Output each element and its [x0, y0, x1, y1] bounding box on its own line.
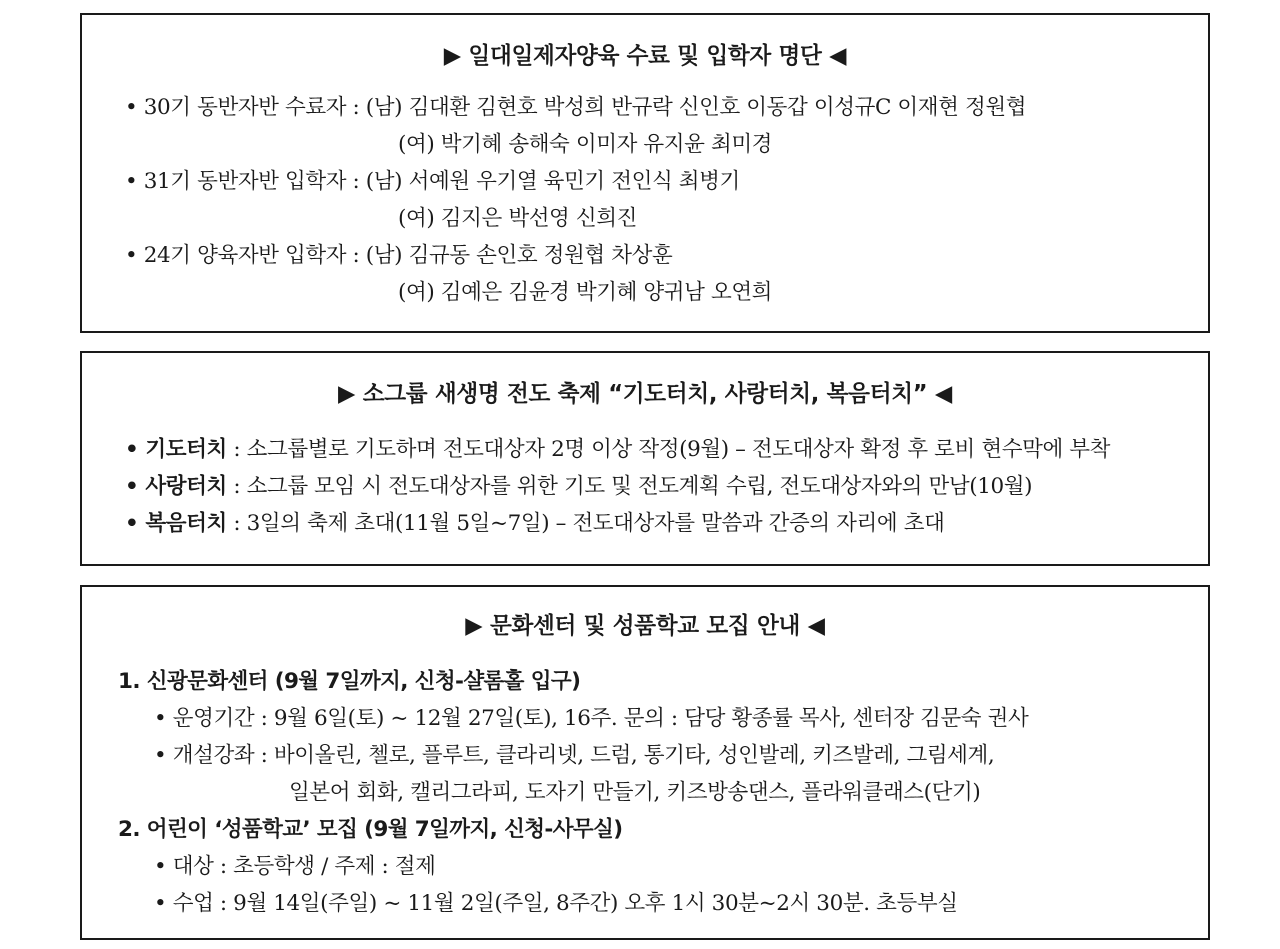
character-school-target: • 대상 : 초등학생 / 주제 : 절제 — [154, 854, 436, 879]
culture-center-period: • 운영기간 : 9월 6일(토) ~ 12월 27일(토), 16주. 문의 : 담당 황종률 목사, 센터장 김문숙 권사 — [154, 706, 1029, 731]
prayer-touch-text: : 소그룹별로 기도하며 전도대상자 2명 이상 작정(9월) – 전도대상자 확정 후 로비 현수막에 부착 — [226, 437, 1111, 462]
entrant-31-male: • 31기 동반자반 입학자 : (남) 서예원 우기열 육민기 전인식 최병기 — [125, 169, 740, 194]
culture-center-courses: • 개설강좌 : 바이올린, 첼로, 플루트, 클라리넷, 드럼, 통기타, 성인발레, 키즈발레, 그림세계, — [154, 743, 995, 768]
graduates-notice-box — [80, 13, 1210, 333]
entrant-24-female: (여) 김예은 김윤경 박기혜 양귀남 오연희 — [398, 280, 773, 305]
gospel-touch-line — [125, 511, 944, 537]
entrant-31-female: (여) 김지은 박선영 신희진 — [398, 206, 637, 231]
gospel-touch-text: : 3일의 축제 초대(11월 5일~7일) – 전도대상자를 말씀과 간증의 자리에 초대 — [226, 511, 945, 536]
culture-center-courses-cont: 일본어 회화, 캘리그라피, 도자기 만들기, 키즈방송댄스, 플라워클래스(단기) — [289, 780, 981, 805]
love-touch-label: • 사랑터치 — [125, 474, 227, 499]
character-school-schedule: • 수업 : 9월 14일(주일) ~ 11월 2일(주일, 8주간) 오후 1시 30분~2시 30분. 초등부실 — [154, 891, 958, 916]
character-school-heading: 2. 어린이 ‘성품학교’ 모집 (9월 7일까지, 신청-사무실) — [118, 817, 623, 842]
culture-center-heading: 1. 신광문화센터 (9월 7일까지, 신청-샬롬홀 입구) — [118, 669, 581, 694]
entrant-24-male: • 24기 양육자반 입학자 : (남) 김규동 손인호 정원협 차상훈 — [125, 243, 673, 268]
grad-30-male: • 30기 동반자반 수료자 : (남) 김대환 김현호 박성희 반규락 신인호 이동갑 이성규C 이재현 정원협 — [125, 95, 1027, 120]
love-touch-text: : 소그룹 모임 시 전도대상자를 위한 기도 및 전도계획 수립, 전도대상자와의 만남(10월) — [226, 474, 1033, 499]
grad-30-female: (여) 박기혜 송해숙 이미자 유지윤 최미경 — [398, 132, 773, 157]
prayer-touch-line — [125, 437, 1110, 463]
culture-school-box — [80, 585, 1210, 940]
culture-title: ▶ 문화센터 및 성품학교 모집 안내 ◀ — [465, 613, 825, 639]
love-touch-line — [125, 474, 1032, 500]
evangelism-festival-box — [80, 351, 1210, 566]
evangelism-title: ▶ 소그룹 새생명 전도 축제 “기도터치, 사랑터치, 복음터치” ◀ — [338, 381, 952, 407]
graduates-title: ▶ 일대일제자양육 수료 및 입학자 명단 ◀ — [443, 43, 847, 69]
gospel-touch-label: • 복음터치 — [125, 511, 227, 536]
prayer-touch-label: • 기도터치 — [125, 437, 227, 462]
